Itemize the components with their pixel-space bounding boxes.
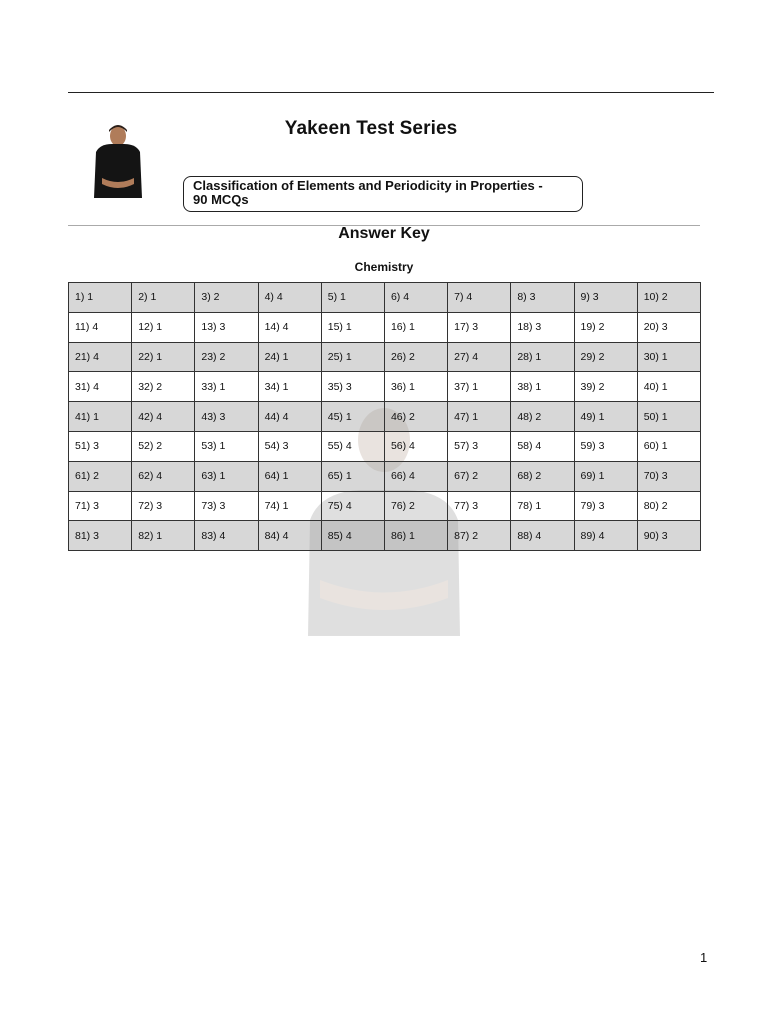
answer-cell: 71) 3	[69, 491, 132, 521]
answer-cell: 6) 4	[384, 283, 447, 313]
table-row	[69, 372, 701, 402]
answer-cell: 16) 1	[384, 312, 447, 342]
answer-cell: 39) 2	[574, 372, 637, 402]
answer-cell: 13) 3	[195, 312, 258, 342]
table-row	[69, 312, 701, 342]
answer-cell: 87) 2	[448, 521, 511, 551]
table-row	[69, 521, 701, 551]
answer-cell: 10) 2	[637, 283, 700, 313]
answer-cell: 4) 4	[258, 283, 321, 313]
answer-cell: 17) 3	[448, 312, 511, 342]
answer-cell: 81) 3	[69, 521, 132, 551]
answer-cell: 5) 1	[321, 283, 384, 313]
answer-cell: 11) 4	[69, 312, 132, 342]
answer-cell: 64) 1	[258, 461, 321, 491]
table-row	[69, 491, 701, 521]
answer-cell: 85) 4	[321, 521, 384, 551]
table-row	[69, 402, 701, 432]
answer-cell: 43) 3	[195, 402, 258, 432]
answer-cell: 23) 2	[195, 342, 258, 372]
answer-cell: 41) 1	[69, 402, 132, 432]
answer-cell: 74) 1	[258, 491, 321, 521]
instructor-photo	[92, 122, 144, 200]
answer-cell: 19) 2	[574, 312, 637, 342]
answer-cell: 59) 3	[574, 431, 637, 461]
answer-cell: 80) 2	[637, 491, 700, 521]
answer-cell: 38) 1	[511, 372, 574, 402]
answer-cell: 40) 1	[637, 372, 700, 402]
answer-cell: 24) 1	[258, 342, 321, 372]
answer-cell: 18) 3	[511, 312, 574, 342]
answer-cell: 75) 4	[321, 491, 384, 521]
table-row	[69, 283, 701, 313]
answer-cell: 28) 1	[511, 342, 574, 372]
answer-cell: 9) 3	[574, 283, 637, 313]
answer-cell: 84) 4	[258, 521, 321, 551]
answer-cell: 61) 2	[69, 461, 132, 491]
answer-cell: 54) 3	[258, 431, 321, 461]
answer-cell: 30) 1	[637, 342, 700, 372]
answer-cell: 52) 2	[132, 431, 195, 461]
answer-cell: 34) 1	[258, 372, 321, 402]
answer-cell: 51) 3	[69, 431, 132, 461]
table-row	[69, 342, 701, 372]
answer-cell: 25) 1	[321, 342, 384, 372]
answer-cell: 78) 1	[511, 491, 574, 521]
page-number: 1	[700, 950, 708, 965]
answer-cell: 20) 3	[637, 312, 700, 342]
answer-cell: 42) 4	[132, 402, 195, 432]
answer-cell: 57) 3	[448, 431, 511, 461]
answer-cell: 7) 4	[448, 283, 511, 313]
answer-key-table	[68, 282, 701, 551]
answer-cell: 21) 4	[69, 342, 132, 372]
answer-cell: 27) 4	[448, 342, 511, 372]
answer-cell: 47) 1	[448, 402, 511, 432]
series-title: Yakeen Test Series	[284, 118, 458, 139]
answer-cell: 33) 1	[195, 372, 258, 402]
answer-cell: 2) 1	[132, 283, 195, 313]
answer-cell: 79) 3	[574, 491, 637, 521]
answer-cell: 70) 3	[637, 461, 700, 491]
subtitle-line-1: Classification of Elements and Periodicity in Properties -	[193, 178, 543, 193]
answer-cell: 8) 3	[511, 283, 574, 313]
answer-cell: 35) 3	[321, 372, 384, 402]
answer-cell: 66) 4	[384, 461, 447, 491]
answer-cell: 88) 4	[511, 521, 574, 551]
answer-cell: 29) 2	[574, 342, 637, 372]
answer-cell: 3) 2	[195, 283, 258, 313]
answer-cell: 62) 4	[132, 461, 195, 491]
answer-cell: 45) 1	[321, 402, 384, 432]
answer-cell: 67) 2	[448, 461, 511, 491]
test-subtitle-box	[183, 176, 583, 212]
answer-cell: 68) 2	[511, 461, 574, 491]
answer-cell: 46) 2	[384, 402, 447, 432]
answer-cell: 44) 4	[258, 402, 321, 432]
answer-cell: 86) 1	[384, 521, 447, 551]
answer-cell: 76) 2	[384, 491, 447, 521]
answer-cell: 15) 1	[321, 312, 384, 342]
answer-cell: 82) 1	[132, 521, 195, 551]
answer-cell: 53) 1	[195, 431, 258, 461]
table-row	[69, 461, 701, 491]
answer-cell: 90) 3	[637, 521, 700, 551]
answer-cell: 69) 1	[574, 461, 637, 491]
answer-cell: 60) 1	[637, 431, 700, 461]
answer-cell: 63) 1	[195, 461, 258, 491]
answer-cell: 32) 2	[132, 372, 195, 402]
answer-cell: 73) 3	[195, 491, 258, 521]
top-divider	[68, 92, 714, 93]
answer-cell: 22) 1	[132, 342, 195, 372]
subject-heading: Chemistry	[354, 260, 414, 274]
answer-cell: 72) 3	[132, 491, 195, 521]
answer-cell: 48) 2	[511, 402, 574, 432]
answer-cell: 77) 3	[448, 491, 511, 521]
answer-cell: 55) 4	[321, 431, 384, 461]
answer-cell: 14) 4	[258, 312, 321, 342]
answer-cell: 89) 4	[574, 521, 637, 551]
answer-cell: 58) 4	[511, 431, 574, 461]
answer-cell: 36) 1	[384, 372, 447, 402]
answer-cell: 49) 1	[574, 402, 637, 432]
answer-cell: 50) 1	[637, 402, 700, 432]
answer-cell: 83) 4	[195, 521, 258, 551]
answer-cell: 56) 4	[384, 431, 447, 461]
answer-cell: 31) 4	[69, 372, 132, 402]
subtitle-line-2: 90 MCQs	[193, 192, 249, 207]
answer-cell: 37) 1	[448, 372, 511, 402]
answer-cell: 26) 2	[384, 342, 447, 372]
answer-cell: 12) 1	[132, 312, 195, 342]
answer-key-heading: Answer Key	[338, 225, 430, 242]
answer-cell: 65) 1	[321, 461, 384, 491]
table-row	[69, 431, 701, 461]
answer-cell: 1) 1	[69, 283, 132, 313]
